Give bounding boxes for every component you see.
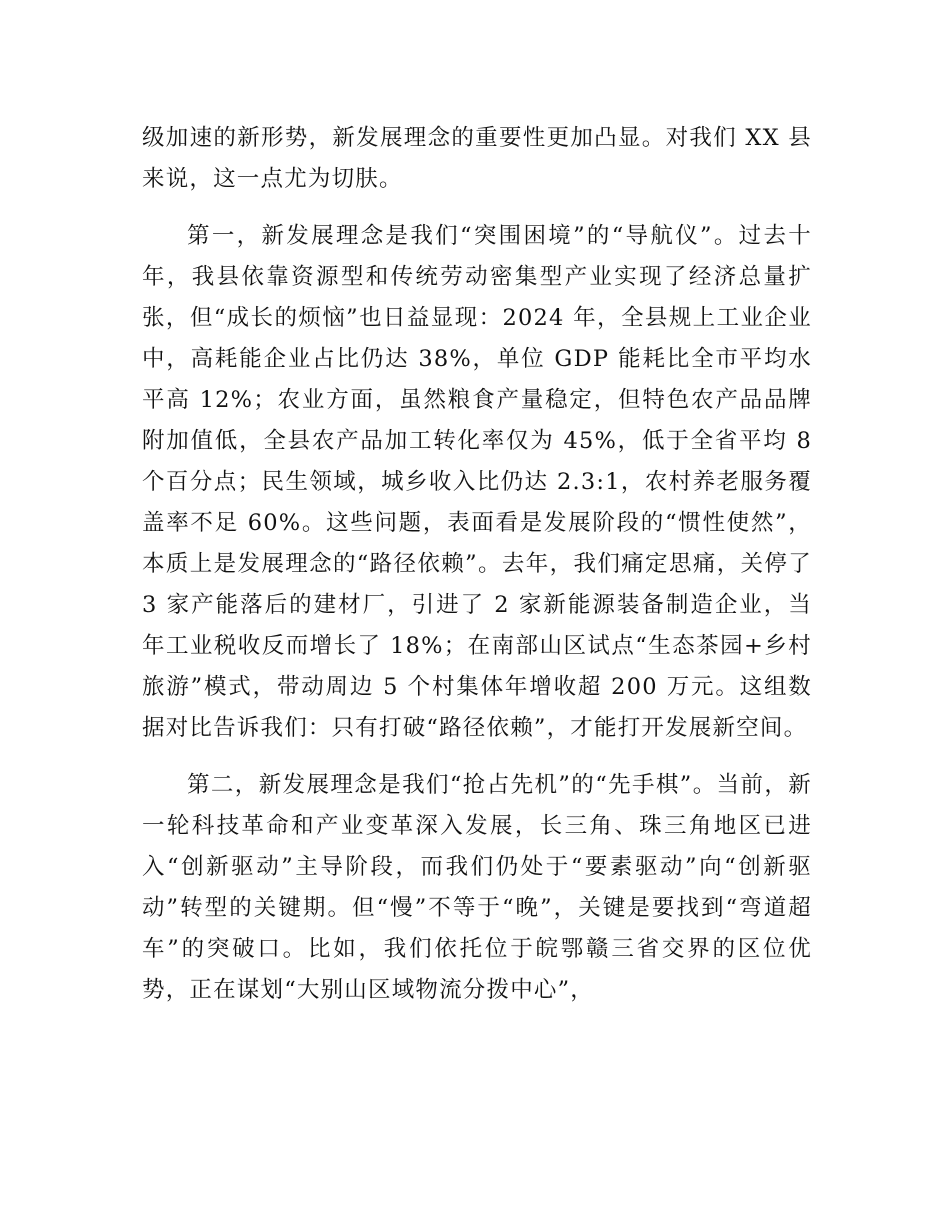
- paragraph-first-point: 第一，新发展理念是我们“突围困境”的“导航仪”。过去十年，我县依靠资源型和传统劳动密集型产业实现了经济总量扩张，但“成长的烦恼”也日益显现：2024 年，全县规上工业企业中，高耗能企业占比仍达 38%，单位 GDP 能耗比全市平均水平高 12%；农业方面，虽然粮食产量稳定，但特色农产品品牌附加值低，全县农产品加工转化率仅为 45%，低于全省平均 8 个百分点；民生领域，城乡收入比仍达 2.3:1，农村养老服务覆盖率不足 60%。这些问题，表面看是发展阶段的“惯性使然”，本质上是发展理念的“路径依赖”。去年，我们痛定思痛，关停了 3 家产能落后的建材厂，引进了 2 家新能源装备制造企业，当年工业税收反而增长了 18%；在南部山区试点“生态茶园+乡村旅游”模式，带动周边 5 个村集体年增收超 200 万元。这组数据对比告诉我们：只有打破“路径依赖”，才能打开发展新空间。: [142, 223, 812, 741]
- paragraph-continuation: 级加速的新形势，新发展理念的重要性更加凸显。对我们 XX 县来说，这一点尤为切肤。: [142, 125, 812, 192]
- document-body: [142, 118, 812, 1027]
- paragraph-second-point: 第二，新发展理念是我们“抢占先机”的“先手棋”。当前，新一轮科技革命和产业变革深入发展，长三角、珠三角地区已进入“创新驱动”主导阶段，而我们仍处于“要素驱动”向“创新驱动”转型的关键期。但“慢”不等于“晚”，关键是要找到“弯道超车”的突破口。比如，我们依托位于皖鄂赣三省交界的区位优势，正在谋划“大别山区域物流分拨中心”，: [142, 772, 812, 1003]
